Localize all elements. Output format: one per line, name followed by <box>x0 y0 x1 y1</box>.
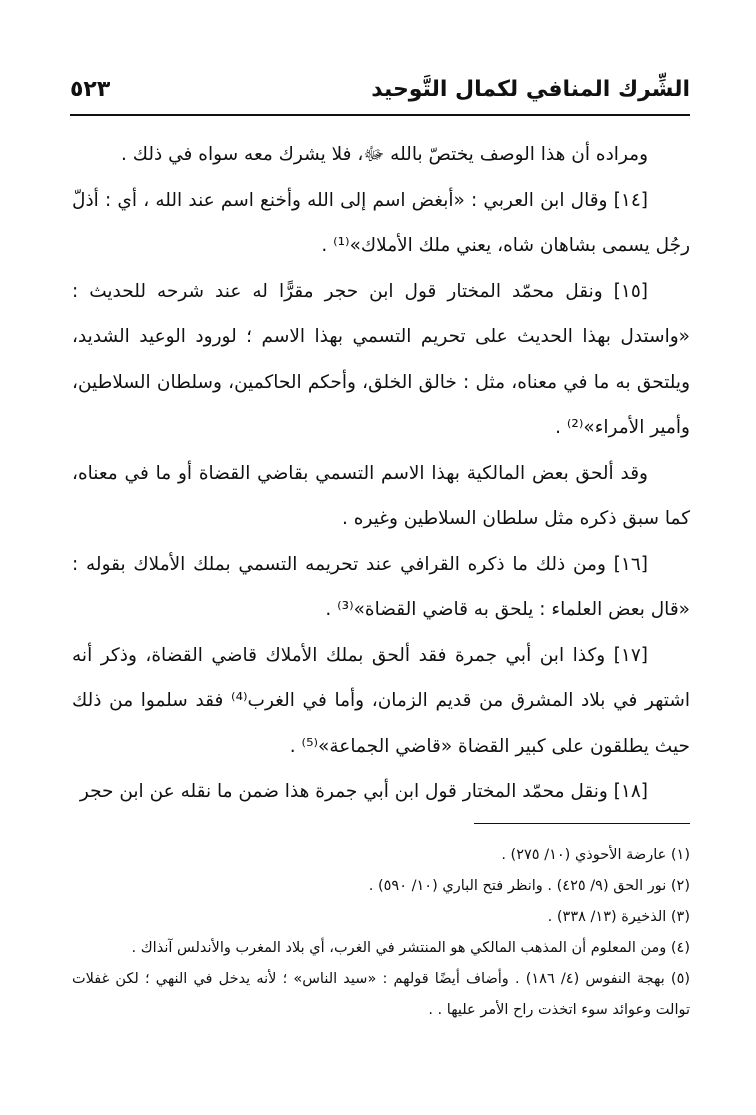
footnote-4: (٤) ومن المعلوم أن المذهب المالكي هو المنتشر في الغرب، أي بلاد المغرب والأندلس آنذاك . <box>131 940 690 956</box>
paragraph-17: [١٧] وكذا ابن أبي جمرة فقد ألحق بملك الأملاك قاضي القضاة، وذكر أنه اشتهر في بلاد المشرق من قديم الزمان، وأما في الغرب⁽⁴⁾ فقد سلموا من ذلك حيث يطلقون على كبير القضاة «قاضي الجماعة»⁽⁵⁾ . <box>72 644 690 757</box>
paragraph-16: [١٦] ومن ذلك ما ذكره القرافي عند تحريمه التسمي بملك الأملاك بقوله : «قال بعض العلماء : يلحق به قاضي القضاة»⁽³⁾ . <box>72 553 690 620</box>
paragraph: ومراده أن هذا الوصف يختصّ بالله ﷻ، فلا يشرك معه سواه في ذلك . <box>121 144 648 165</box>
footnote-5: (٥) بهجة النفوس (٤/ ١٨٦) . وأضاف أيضًا قولهم : «سيد الناس» ؛ لأنه يدخل في النهي ؛ لكن غفلات توالت وعوائد سوء اتخذت راح الأمر عليها . . <box>72 971 691 1018</box>
paragraph: وقد ألحق بعض المالكية بهذا الاسم التسمي بقاضي القضاة أو ما في معناه، كما سبق ذكره مثل سلطان السلاطين وغيره . <box>72 462 690 529</box>
paragraph-18: [١٨] ونقل محمّد المختار قول ابن أبي جمرة هذا ضمن ما نقله عن ابن حجر <box>79 781 648 802</box>
paragraph-15: [١٥] ونقل محمّد المختار قول ابن حجر مقرًّا له عند شرحه للحديث : «واستدل بهذا الحديث على تحريم التسمي بهذا الاسم ؛ لورود الوعيد الشديد، ويلتحق به ما في معناه، مثل : خالق الخلق، وأحكم الحاكمين، وسلطان السلاطين، وأمير الأمراء»⁽²⁾ . <box>72 280 690 438</box>
footnotes <box>72 840 690 1026</box>
footnote-2: (٢) نور الحق (٩/ ٤٢٥) . وانظر فتح الباري (١٠/ ٥٩٠) . <box>368 878 690 894</box>
main-text <box>72 132 690 815</box>
footnote-separator <box>474 823 690 824</box>
footnote-1: (١) عارضة الأحوذي (١٠/ ٢٧٥) . <box>501 847 690 863</box>
paragraph-14: [١٤] وقال ابن العربي : «أبغض اسم إلى الله وأخنع اسم عند الله ، أي : أذلّ رجُل يسمى بشاهان شاه، يعني ملك الأملاك»⁽¹⁾ . <box>72 189 690 256</box>
running-header <box>70 76 690 116</box>
running-title: الشِّرك المنافي لكمال التَّوحيد <box>371 77 690 102</box>
footnote-3: (٣) الذخيرة (١٣/ ٣٣٨) . <box>547 909 690 925</box>
page-number: ٥٢٣ <box>70 77 111 102</box>
